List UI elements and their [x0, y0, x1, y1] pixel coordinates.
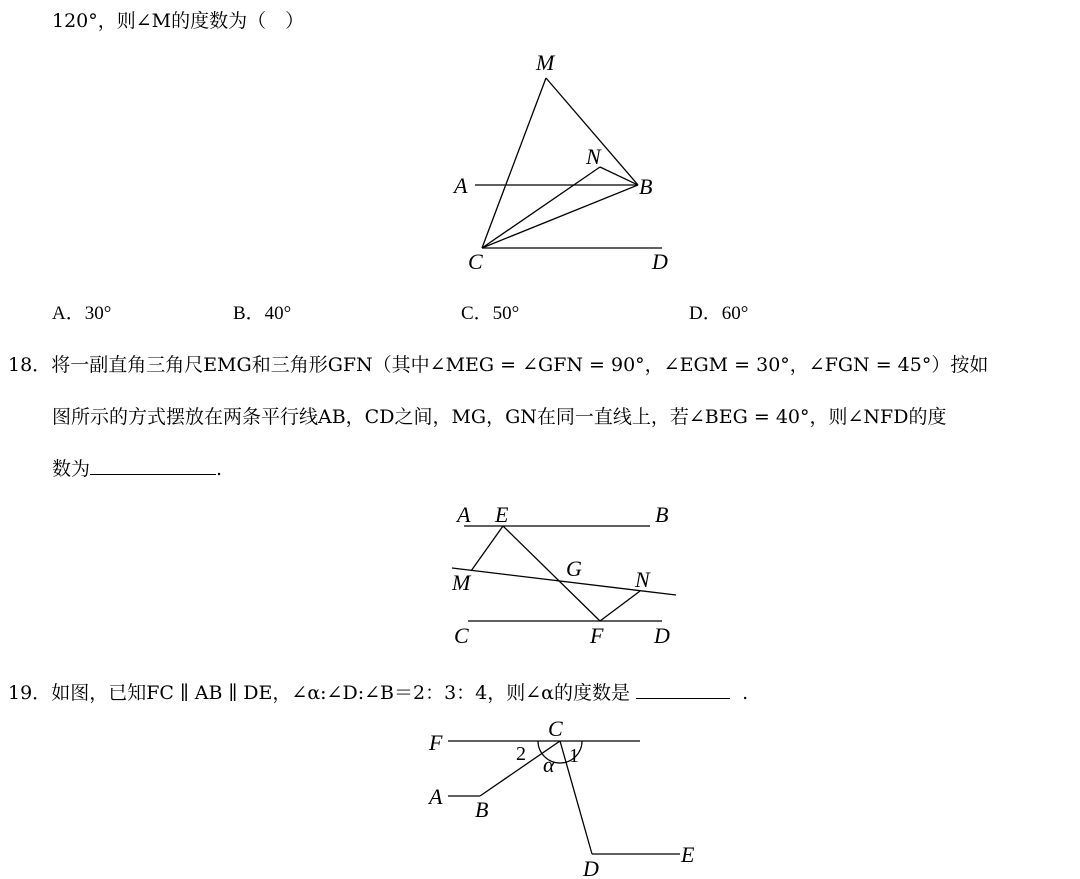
q19-label-F: F [429, 730, 443, 755]
q17-label-N: N [586, 144, 601, 169]
q18-line-1 [8, 350, 988, 377]
q19-label-2: 2 [516, 743, 526, 765]
q18-text-3: 数为 [52, 458, 91, 480]
q17-label-A: A [454, 173, 468, 198]
q17-figure [440, 48, 690, 278]
q18-label-N: N [635, 567, 650, 592]
q18-label-C: C [454, 623, 469, 648]
q19-label-C: C [548, 716, 563, 741]
q17-option-d[interactable]: D．60° [689, 303, 749, 324]
q19-label-B: B [475, 797, 489, 822]
q18-label-M: M [452, 570, 471, 595]
q18-line-2: 图所示的方式摆放在两条平行线AB，CD之间，MG，GN在同一直线上，若∠BEG = 40°，则∠NFD的度 [52, 406, 947, 428]
q19-label-1: 1 [569, 745, 579, 767]
q17-label-C: C [468, 249, 483, 274]
q18-answer-blank[interactable] [90, 456, 216, 475]
q19-period: . [742, 682, 749, 704]
q19-text: 如图，已知FC ∥ AB ∥ DE，∠α:∠D:∠B＝2：3：4，则∠α的度数是 [51, 682, 631, 704]
q18-label-A: A [457, 502, 471, 527]
q17-line-MC [482, 78, 546, 248]
q17-stem-tail: 120°，则∠M的度数为（ ） [52, 10, 305, 32]
q19-figure [420, 712, 710, 879]
q19-label-D: D [583, 856, 599, 879]
q18-text-1: 将一副直角三角尺EMG和三角形GFN（其中∠MEG = ∠GFN = 90°，∠EGM = 30°，∠FGN = 45°）按如 [51, 354, 989, 376]
q18-label-G: G [566, 556, 582, 581]
q18-line-FN [600, 591, 640, 621]
q17-option-b[interactable]: B．40° [233, 303, 292, 324]
q17-option-c[interactable]: C．50° [461, 303, 520, 324]
q18-period: . [216, 458, 223, 480]
q17-label-D: D [652, 249, 668, 274]
q18-line-3 [52, 454, 222, 481]
q19-label-alpha: α [543, 752, 555, 777]
q18-label-B: B [655, 502, 669, 527]
q19-number: 19． [8, 682, 52, 704]
q19-label-A: A [429, 784, 443, 809]
q18-number: 18． [8, 354, 52, 376]
q17-label-M: M [536, 50, 555, 75]
q19-label-E: E [681, 842, 695, 867]
q19-answer-blank[interactable] [636, 680, 730, 699]
q17-option-a[interactable]: A．30° [52, 303, 112, 324]
q17-label-B: B [639, 174, 653, 199]
q18-label-F: F [590, 623, 604, 648]
q18-line-EM [471, 526, 503, 571]
q18-figure [440, 500, 690, 650]
q19-line-1 [8, 678, 748, 705]
q18-label-D: D [654, 623, 670, 648]
q17-line-NB [600, 167, 638, 185]
q18-label-E: E [495, 502, 509, 527]
q18-line-EF [503, 526, 600, 621]
